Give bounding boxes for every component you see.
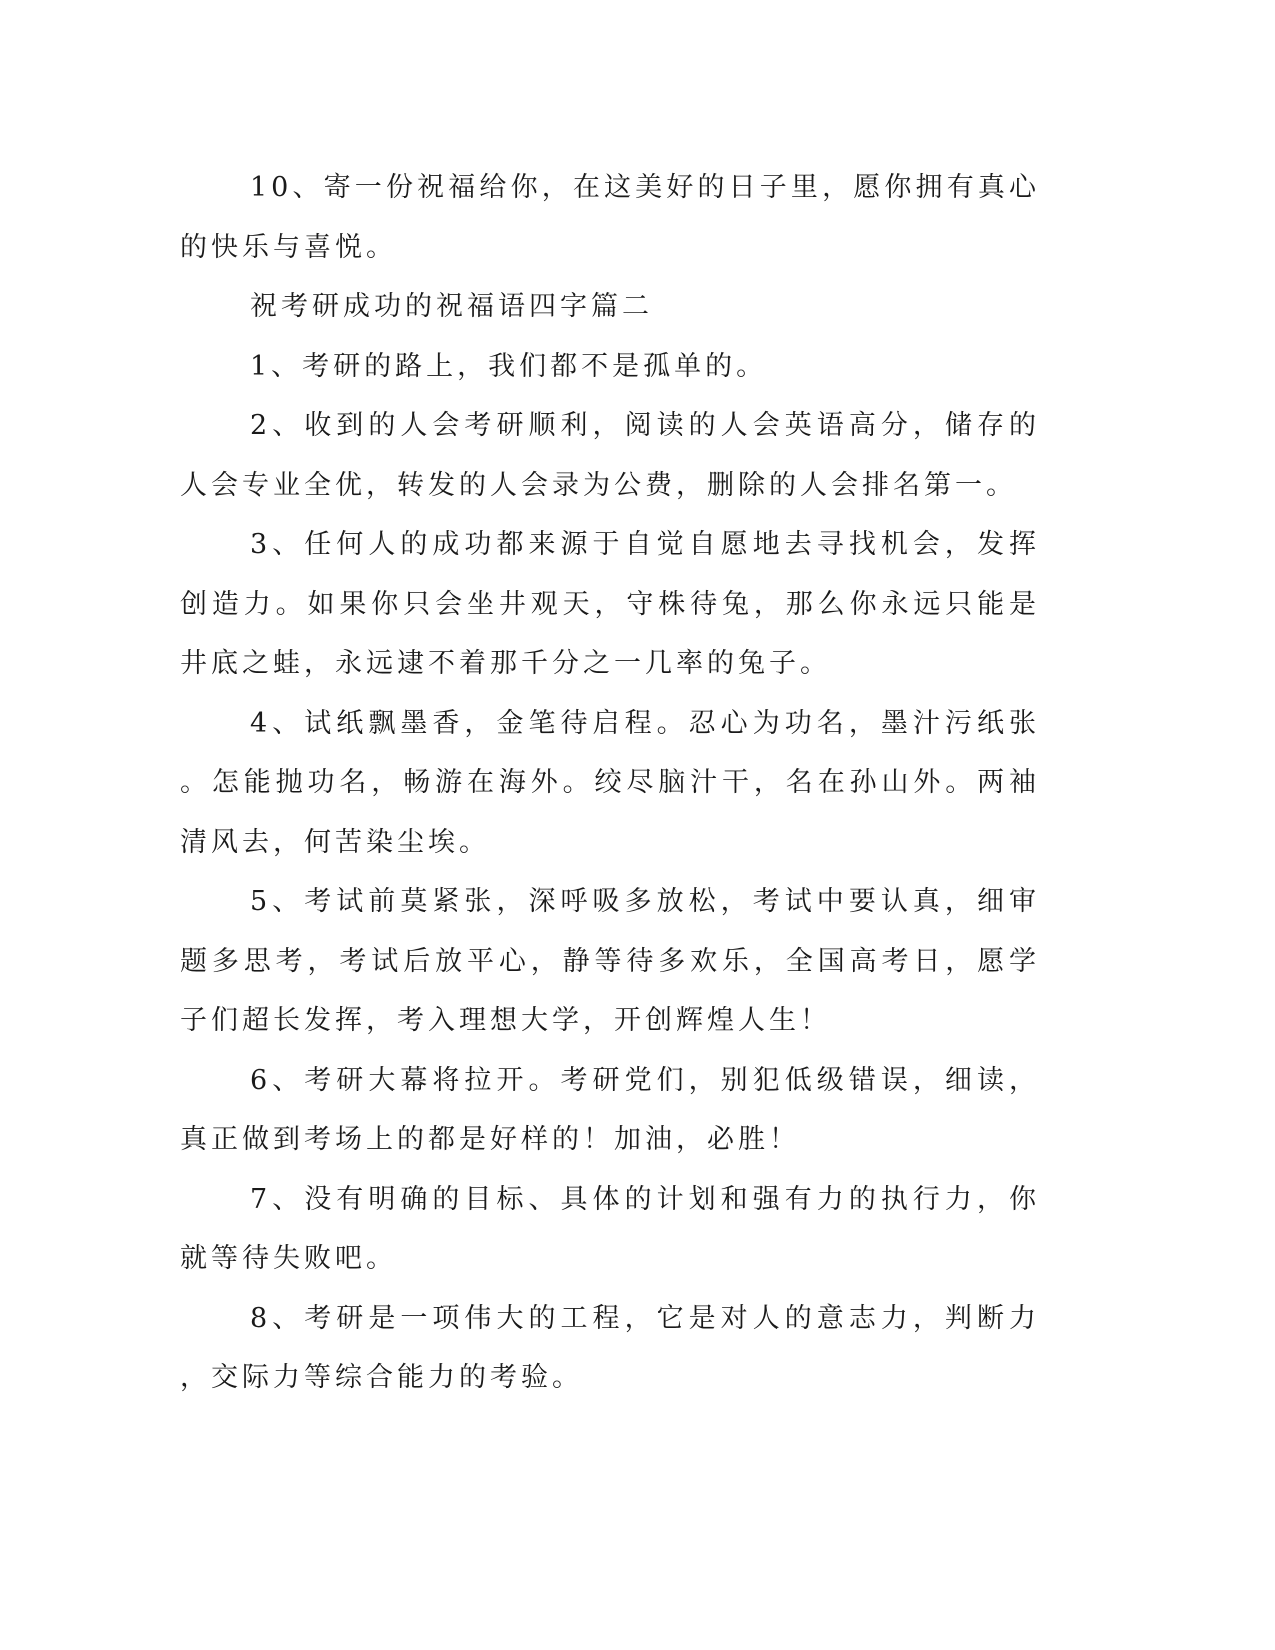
section-heading: 祝考研成功的祝福语四字篇二: [250, 291, 653, 322]
paragraph-item-4: 4、试纸飘墨香，金笔待启程。忍心为功名，墨汁污纸张。怎能抛功名，畅游在海外。绞尽脑汁干，名在孙山外。两袖清风去，何苦染尘埃。: [180, 707, 1040, 858]
paragraph-item-5: 5、考试前莫紧张，深呼吸多放松，考试中要认真，细审题多思考，考试后放平心，静等待多欢乐，全国高考日，愿学子们超长发挥，考入理想大学，开创辉煌人生！: [180, 886, 1040, 1036]
document-body: [180, 158, 1040, 1408]
paragraph-item-10: 10、寄一份祝福给你，在这美好的日子里，愿你拥有真心的快乐与喜悦。: [180, 172, 1040, 263]
paragraph-item-2: 2、收到的人会考研顺利，阅读的人会英语高分，储存的人会专业全优，转发的人会录为公费，删除的人会排名第一。: [180, 410, 1040, 501]
paragraph-item-3: 3、任何人的成功都来源于自觉自愿地去寻找机会，发挥创造力。如果你只会坐井观天，守株待兔，那么你永远只能是井底之蛙，永远逮不着那千分之一几率的兔子。: [180, 529, 1040, 679]
paragraph-item-7: 7、没有明确的目标、具体的计划和强有力的执行力，你就等待失败吧。: [180, 1183, 1040, 1274]
paragraph-item-8: 8、考研是一项伟大的工程，它是对人的意志力，判断力，交际力等综合能力的考验。: [180, 1302, 1040, 1393]
paragraph-item-6: 6、考研大幕将拉开。考研党们，别犯低级错误，细读，真正做到考场上的都是好样的！加油，必胜！: [180, 1064, 1040, 1155]
paragraph-item-1: 1、考研的路上，我们都不是孤单的。: [250, 350, 768, 382]
